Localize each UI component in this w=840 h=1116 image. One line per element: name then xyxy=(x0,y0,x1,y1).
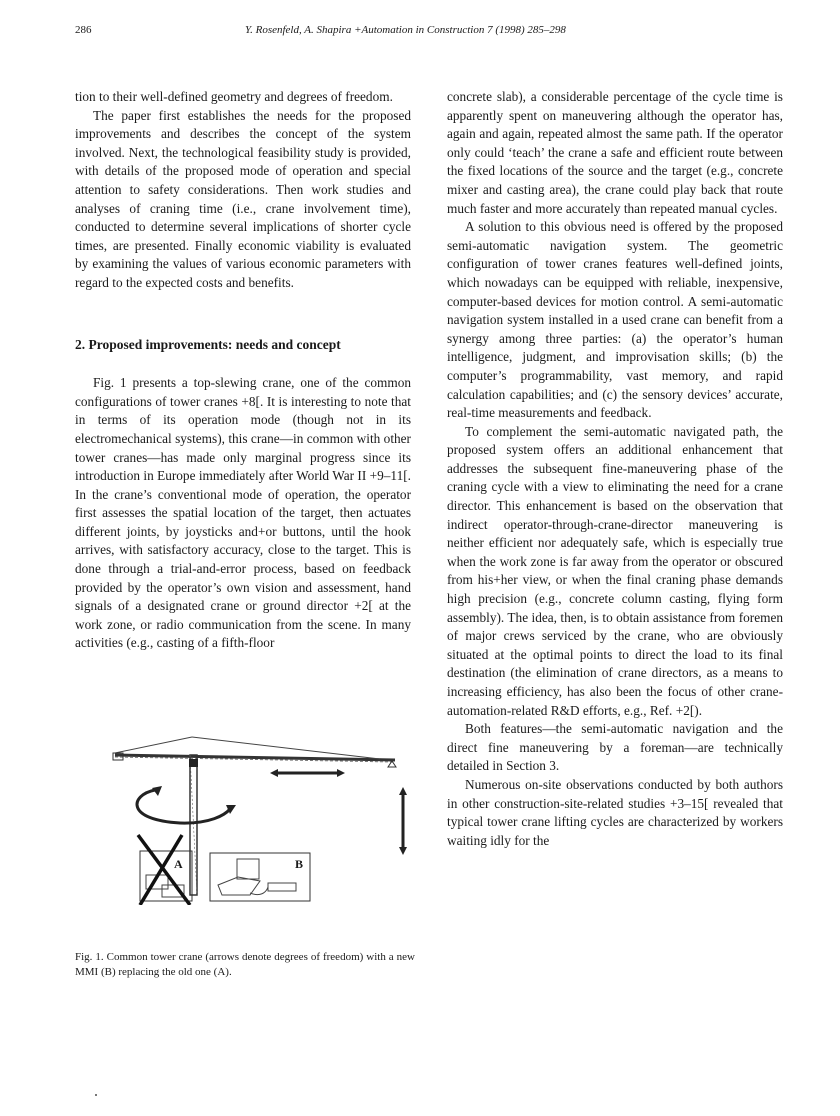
tower-crane-illustration xyxy=(110,735,410,905)
section-heading: 2. Proposed improvements: needs and concept xyxy=(75,336,341,352)
right-column xyxy=(447,88,783,850)
paragraph: A solution to this obvious need is offered by the proposed semi-automatic navigation system. The geometric configuration of tower cranes features well-defined joints, which nowadays can be equipped with reliable, inexpensive, computer-based devices for motion control. A semi-automatic navigation system installed in a used crane can benefit from a synergy among three parties: (a) the operator’s human intelligence, judgment, and improvisation skills; (b) the computer’s programmability, vast memory, and rapid calculation capabilities; and (c) the sensory devices’ accurate, real-time measurements and feedback. xyxy=(447,219,783,421)
page-number: 286 xyxy=(75,24,92,36)
page-header xyxy=(75,24,765,42)
paragraph: tion to their well-defined geometry and degrees of freedom. xyxy=(75,89,393,104)
left-column xyxy=(75,88,411,653)
figure-caption: Fig. 1. Common tower crane (arrows denote degrees of freedom) with a new MMI (B) replacing the old one (A). xyxy=(75,951,415,978)
paragraph: Both features—the semi-automatic navigation and the direct fine maneuvering by a foreman—are technically detailed in Section 3. xyxy=(447,721,783,774)
figure-tower-crane xyxy=(110,735,410,905)
label-b: B xyxy=(295,857,304,871)
paragraph: The paper first establishes the needs for the proposed improvements and describes the concept of the system involved. Next, the technological feasibility study is provided, with details of the proposed mode of operation and special attention to safety considerations. Then work studies and analyses of craning time (i.e., crane involvement time), conducted to determine several implications of shorter cycle times, are presented. Finally economic viability is evaluated by examining the values of various economic parameters with regard to the expected costs and benefits. xyxy=(75,107,411,290)
paragraph: To complement the semi-automatic navigated path, the proposed system offers an additional enhancement that addresses the subsequent fine-maneuvering phase of the craning cycle with a view to eliminating the need for a crane director. This enhancement is based on the observation that indirect operator-through-crane-director maneuvering is neither efficient nor adequately safe, which is especially true when the work zone is far away from the operator or obscured from his+her view, or when the final craning phase demands high precision (e.g., concrete column casting, flying form assembly). The idea, then, is to obtain assistance from foremen of major crews serviced by the crane, who are obviously situated at the optimal points to direct the load to its final destination (the elimination of crane directors, as a means to increasing efficiency, has also been the focus of other crane-automation-related R&D efforts, e.g., Ref. +2[). xyxy=(447,423,783,718)
paragraph: concrete slab), a considerable percentage of the cycle time is apparently spent on maneuvering although the operator has, again and again, repeated almost the same path. If the operator only could ‘teach’ the crane a safe and efficient route between the fixed locations of the source and the target (e.g., concrete mixer and casting area), the crane could play back that route much faster and more accurately than repeated manual cycles. xyxy=(447,89,783,216)
paragraph: Fig. 1 presents a top-slewing crane, one of the common configurations of tower cranes +8[. It is interesting to note that in terms of its operation mode (though not in its electromechanical systems), this crane—in common with other tower cranes—has made only marginal progress since its introduction in Europe immediately after World War II +9–11[. In the crane’s conventional mode of operation, the operator first assesses the spatial location of the target, then actuates different joints, by joysticks and+or buttons, until the hook arrives, with satisfactory accuracy, close to the target. This is done through a trial-and-error process, based on feedback provided by the operator’s own vision and assessment, hand signals of a designated crane or ground director +2[ at the work zone, or radio communication from the scene. In many activities (e.g., casting of a fifth-floor xyxy=(75,375,411,651)
paragraph: Numerous on-site observations conducted by both authors in other construction-site-related studies +3–15[ revealed that typical tower crane lifting cycles are characterized by workers waiting idly for the xyxy=(447,776,783,848)
running-head: Y. Rosenfeld, A. Shapira +Automation in Construction 7 (1998) 285–298 xyxy=(245,24,566,36)
label-a: A xyxy=(174,857,183,871)
scan-artifact-dot xyxy=(95,1094,97,1096)
